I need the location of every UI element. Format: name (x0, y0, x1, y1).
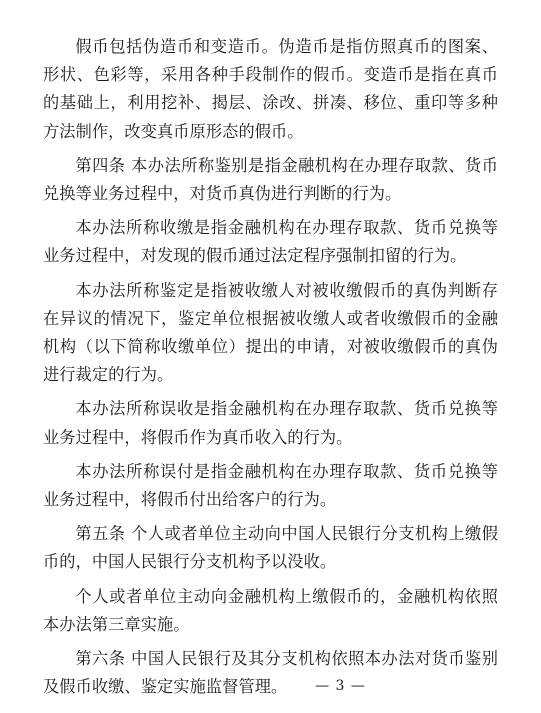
paragraph-mistaken-payment-definition: 本办法所称误付是指金融机构在办理存取款、货币兑换等业务过程中，将假币付出给客户的行为。 (43, 461, 498, 510)
paragraph-article-5: 第五条 个人或者单位主动向中国人民银行分支机构上缴假币的，中国人民银行分支机构予以没收。 (43, 524, 498, 572)
paragraph-mistaken-receipt-definition: 本办法所称误收是指金融机构在办理存取款、货币兑换等业务过程中，将假币作为真币收入的行为。 (43, 399, 498, 447)
page-number (0, 678, 541, 694)
paragraph-appraisal-definition: 本办法所称鉴定是指被收缴人对被收缴假币的真伪判断存在异议的情况下，鉴定单位根据被收缴人或者收缴假币的金融机构（以下简称收缴单位）提出的申请，对被收缴假币的真伪进行裁定的行为。 (43, 280, 498, 385)
paragraph-article-6: 第六条 中国人民银行及其分支机构依照本办法对货币鉴别及假币收缴、鉴定实施监督管理。 (43, 649, 498, 697)
paragraph-counterfeit-definition: 假币包括伪造币和变造币。伪造币是指仿照真币的图案、形状、色彩等，采用各种手段制作的假币。变造币是指在真币的基础上，利用挖补、揭层、涂改、拼凑、移位、重印等多种方法制作，改变真币原形态的假币。 (43, 37, 498, 141)
page-number-text: — 3 — (315, 678, 366, 694)
document-body (43, 33, 498, 707)
paragraph-financial-institution-surrender: 个人或者单位主动向金融机构上缴假币的，金融机构依照本办法第三章实施。 (43, 586, 498, 634)
paragraph-confiscation-definition: 本办法所称收缴是指金融机构在办理存取款、货币兑换等业务过程中，对发现的假币通过法定程序强制扣留的行为。 (43, 218, 498, 266)
paragraph-article-4: 第四条 本办法所称鉴别是指金融机构在办理存取款、货币兑换等业务过程中，对货币真伪进行判断的行为。 (43, 155, 498, 204)
